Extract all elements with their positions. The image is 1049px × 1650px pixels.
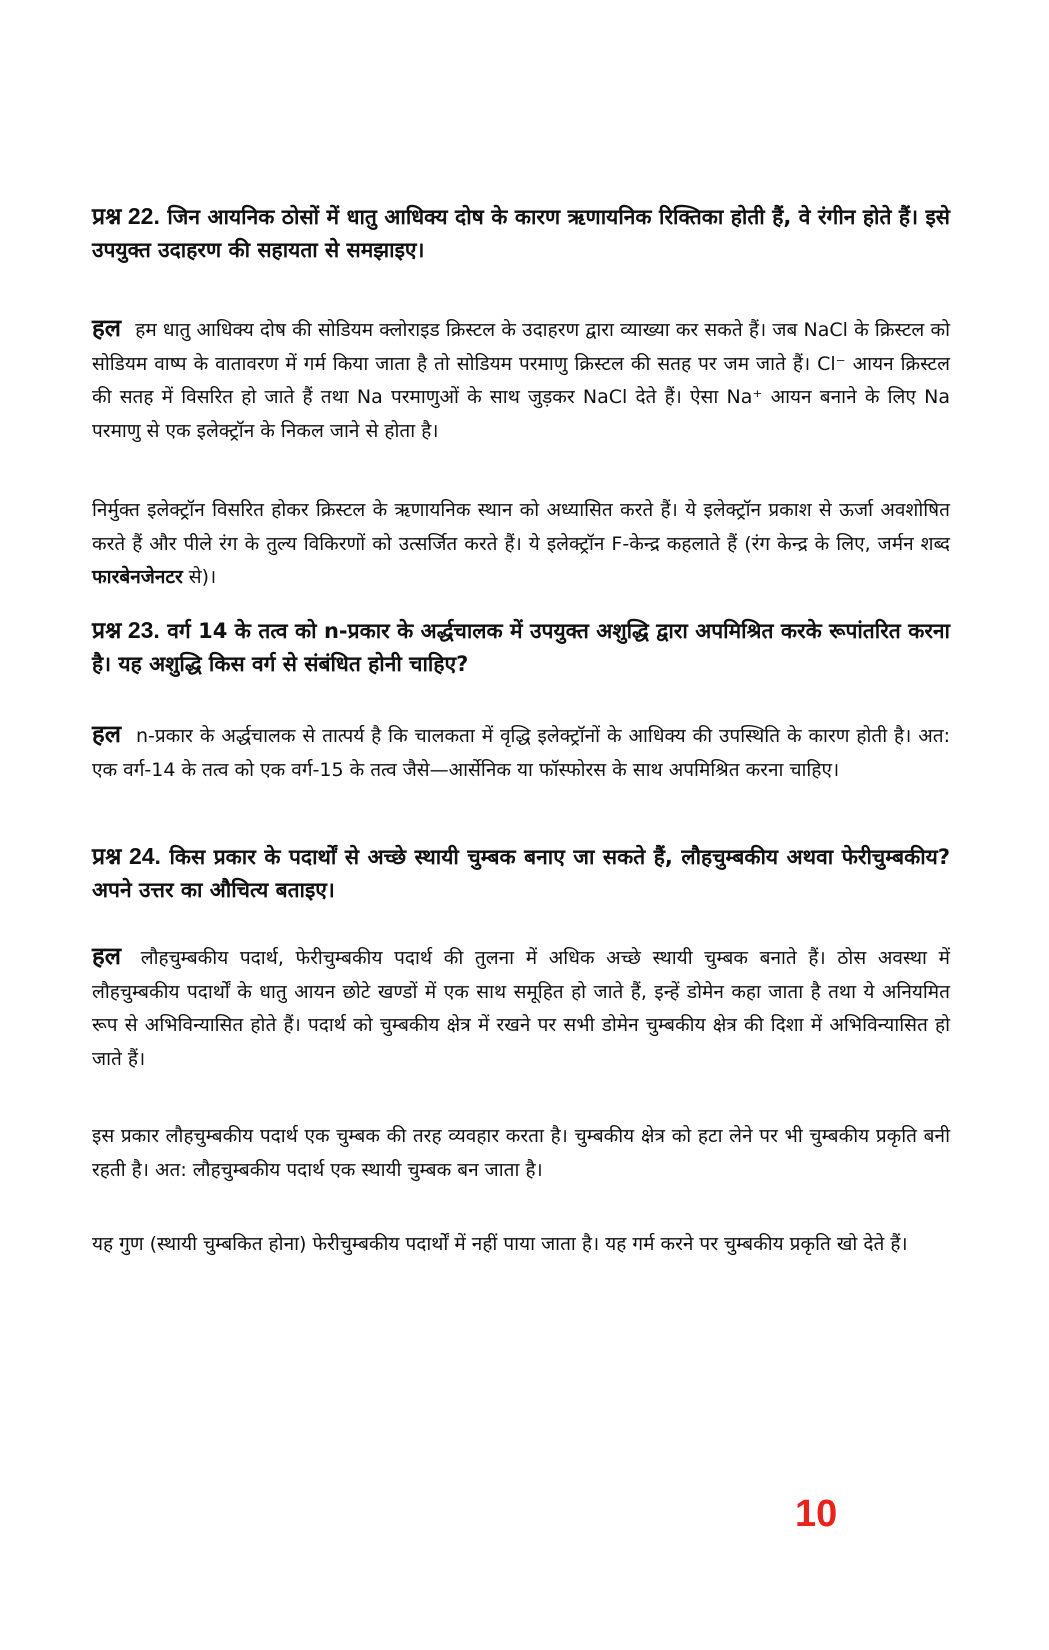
question-22-text: जिन आयनिक ठोसों में धातु आधिक्य दोष के कारण ऋणायनिक रिक्तिका होती हैं, वे रंगीन होते हैं। इसे उपयुक्त उदाहरण की सहायता से समझाइए। [92, 205, 951, 262]
question-22-label: प्रश्न 22. [92, 203, 160, 229]
answer-24-paragraph-3 [92, 1228, 950, 1262]
answer-23-label: हल [92, 720, 122, 748]
answer-22-text-2-end: से)। [188, 566, 217, 588]
answer-22-german-term: फारबेनजेनटर [92, 566, 183, 588]
answer-22-text-1: हम धातु आधिक्य दोष की सोडियम क्लोराइड क्रिस्टल के उदाहरण द्वारा व्याख्या कर सकते हैं। जब NaCl के क्रिस्टल को सोडियम वाष्प के वातावरण में गर्म किया जाता है तो सोडियम परमाणु क्रिस्टल की सतह पर जम जाते हैं। Cl⁻ आयन क्रिस्टल की सतह में विसरित हो जाते हैं तथा Na परमाणुओं के साथ जुड़कर NaCl देते हैं। ऐसा Na⁺ आयन बनाने के लिए Na परमाणु से एक इलेक्ट्रॉन के निकल जाने से होता है। [92, 319, 950, 442]
answer-22-paragraph-2 [92, 494, 950, 595]
answer-24-label: हल [92, 942, 122, 970]
question-24-label: प्रश्न 24. [92, 843, 161, 869]
answer-24-text-1: लौहचुम्बकीय पदार्थ, फेरीचुम्बकीय पदार्थ की तुलना में अधिक अच्छे स्थायी चुम्बक बनाते हैं। ठोस अवस्था में लौहचुम्बकीय पदार्थों के धातु आयन छोटे खण्डों में एक साथ समूहित हो जाते हैं, इन्हें डोमेन कहा जाता है तथा ये अनियमित रूप से अभिविन्यासित होते हैं। पदार्थ को चुम्बकीय क्षेत्र में रखने पर सभी डोमेन चुम्बकीय क्षेत्र की दिशा में अभिविन्यासित हो जाते हैं। [92, 947, 951, 1070]
answer-22-label: हल [92, 314, 122, 342]
answer-24-paragraph-1 [92, 940, 950, 1076]
question-24 [92, 840, 950, 907]
question-23-text: वर्ग 14 के तत्व को n-प्रकार के अर्द्धचालक में उपयुक्त अशुद्धि द्वारा अपमिश्रित करके रूपांतरित करना है। यह अशुद्धि किस वर्ग से संबंधित होनी चाहिए? [92, 619, 950, 676]
answer-23-paragraph-1 [92, 718, 950, 787]
answer-24-text-3: यह गुण (स्थायी चुम्बकित होना) फेरीचुम्बकीय पदार्थों में नहीं पाया जाता है। यह गर्म करने पर चुम्बकीय प्रकृति खो देते हैं। [92, 1233, 908, 1255]
question-23 [92, 614, 950, 681]
answer-24-text-2: इस प्रकार लौहचुम्बकीय पदार्थ एक चुम्बक की तरह व्यवहार करता है। चुम्बकीय क्षेत्र को हटा लेने पर भी चुम्बकीय प्रकृति बनी रहती है। अत: लौहचुम्बकीय पदार्थ एक स्थायी चुम्बक बन जाता है। [92, 1125, 950, 1181]
answer-22-text-2: निर्मुक्त इलेक्ट्रॉन विसरित होकर क्रिस्टल के ऋणायनिक स्थान को अध्यासित करते हैं। ये इलेक्ट्रॉन प्रकाश से ऊर्जा अवशोषित करते हैं और पीले रंग के तुल्य विकिरणों को उत्सर्जित करते हैं। ये इलेक्ट्रॉन F-केन्द्र कहलाते हैं (रंग केन्द्र के लिए, जर्मन शब्द [92, 499, 950, 555]
answer-22-paragraph-1 [92, 312, 950, 448]
question-24-text: किस प्रकार के पदार्थों से अच्छे स्थायी चुम्बक बनाए जा सकते हैं, लौहचुम्बकीय अथवा फेरीचुम्बकीय? अपने उत्तर का औचित्य बताइए। [92, 845, 950, 902]
answer-23-text-1: n-प्रकार के अर्द्धचालक से तात्पर्य है कि चालकता में वृद्धि इलेक्ट्रॉनों के आधिक्य की उपस्थिति के कारण होती है। अत: एक वर्ग-14 के तत्व को एक वर्ग-15 के तत्व जैसे—आर्सेनिक या फॉस्फोरस के साथ अपमिश्रित करना चाहिए। [92, 725, 950, 781]
question-23-label: प्रश्न 23. [92, 617, 160, 643]
page-number: 10 [795, 1493, 838, 1535]
answer-24-paragraph-2 [92, 1120, 950, 1187]
question-22 [92, 200, 950, 267]
